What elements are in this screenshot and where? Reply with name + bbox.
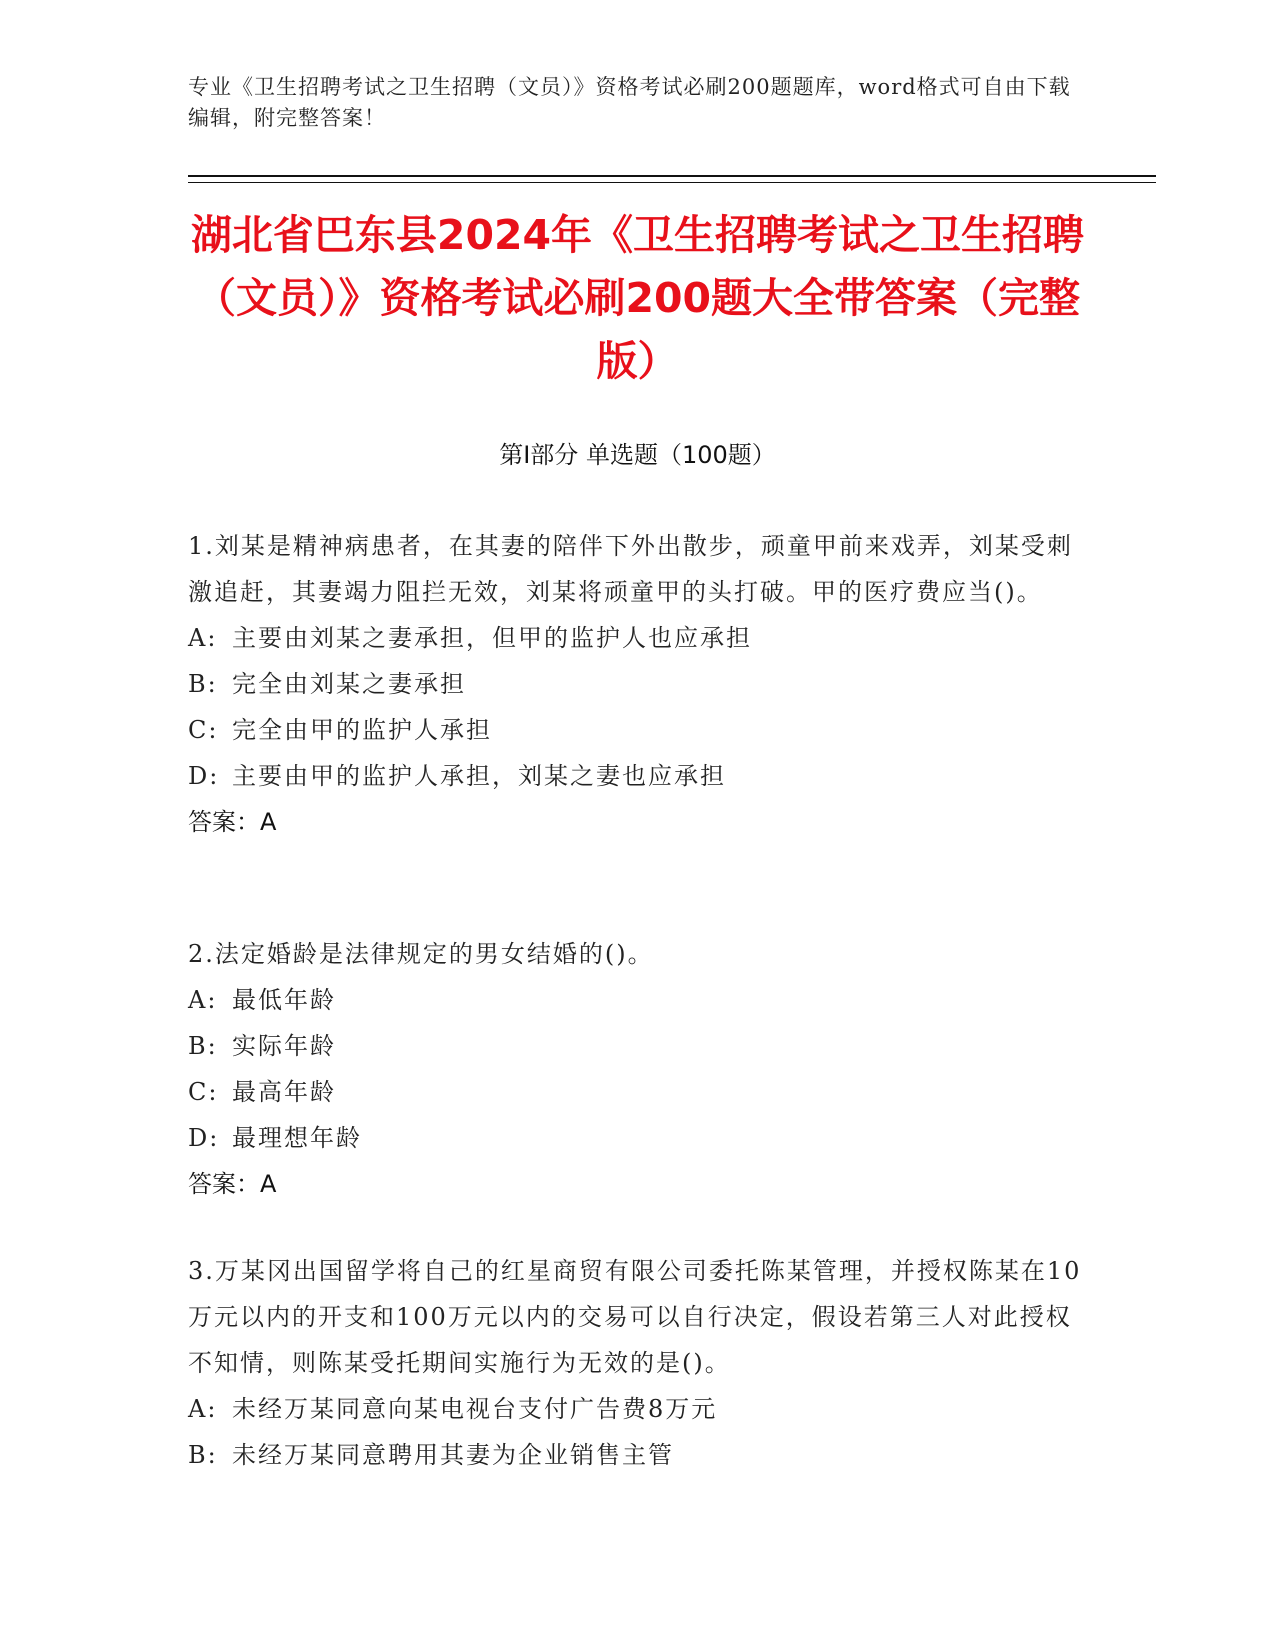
- option-b: [188, 1023, 1088, 1069]
- section-title: 第I部分 单选题（100题）: [499, 441, 776, 469]
- option-a: [188, 977, 1088, 1023]
- question-3: [188, 1248, 1088, 1478]
- answer-label: 答案：A: [188, 808, 277, 836]
- option-a: [188, 615, 1088, 661]
- question-stem: 2.法定婚龄是法律规定的男女结婚的()。: [188, 940, 654, 968]
- document-title: 湖北省巴东县2024年《卫生招聘考试之卫生招聘（文员）》资格考试必刷200题大全带答案（完整版）: [190, 211, 1085, 385]
- option-key: B:: [188, 1441, 218, 1469]
- option-text: 最高年龄: [232, 1078, 336, 1106]
- option-key: B:: [188, 670, 218, 698]
- option-key: D:: [188, 1124, 220, 1152]
- option-b: [188, 1432, 1088, 1478]
- option-text: 实际年龄: [232, 1032, 336, 1060]
- header-divider-thin: [188, 182, 1156, 183]
- question-stem: 1.刘某是精神病患者，在其妻的陪伴下外出散步，顽童甲前来戏弄，刘某受刺激追赶，其妻竭力阻拦无效，刘某将顽童甲的头打破。甲的医疗费应当()。: [188, 532, 1073, 606]
- option-text: 未经万某同意向某电视台支付广告费8万元: [232, 1395, 718, 1423]
- question-2: [188, 931, 1088, 1207]
- option-key: A:: [188, 624, 218, 652]
- option-text: 未经万某同意聘用其妻为企业销售主管: [232, 1441, 674, 1469]
- option-c: [188, 707, 1088, 753]
- option-text: 主要由刘某之妻承担，但甲的监护人也应承担: [232, 624, 752, 652]
- option-a: [188, 1386, 1088, 1432]
- question-1: [188, 523, 1088, 845]
- option-key: D:: [188, 762, 220, 790]
- option-text: 主要由甲的监护人承担，刘某之妻也应承担: [232, 762, 726, 790]
- option-key: A:: [188, 1395, 218, 1423]
- option-key: C:: [188, 1078, 219, 1106]
- option-text: 最理想年龄: [232, 1124, 362, 1152]
- option-d: [188, 1115, 1088, 1161]
- option-text: 完全由甲的监护人承担: [232, 716, 492, 744]
- option-b: [188, 661, 1088, 707]
- option-key: B:: [188, 1032, 218, 1060]
- option-text: 完全由刘某之妻承担: [232, 670, 466, 698]
- option-text: 最低年龄: [232, 986, 336, 1014]
- answer-label: 答案：A: [188, 1170, 277, 1198]
- header-note: 专业《卫生招聘考试之卫生招聘（文员）》资格考试必刷200题题库，word格式可自由下载编辑，附完整答案！: [188, 75, 1071, 130]
- option-c: [188, 1069, 1088, 1115]
- question-stem: 3.万某冈出国留学将自己的红星商贸有限公司委托陈某管理，并授权陈某在10万元以内的开支和100万元以内的交易可以自行决定，假设若第三人对此授权不知情，则陈某受托期间实施行为无效的是()。: [188, 1257, 1082, 1377]
- option-d: [188, 753, 1088, 799]
- header-divider-thick: [188, 175, 1156, 177]
- option-key: A:: [188, 986, 218, 1014]
- option-key: C:: [188, 716, 219, 744]
